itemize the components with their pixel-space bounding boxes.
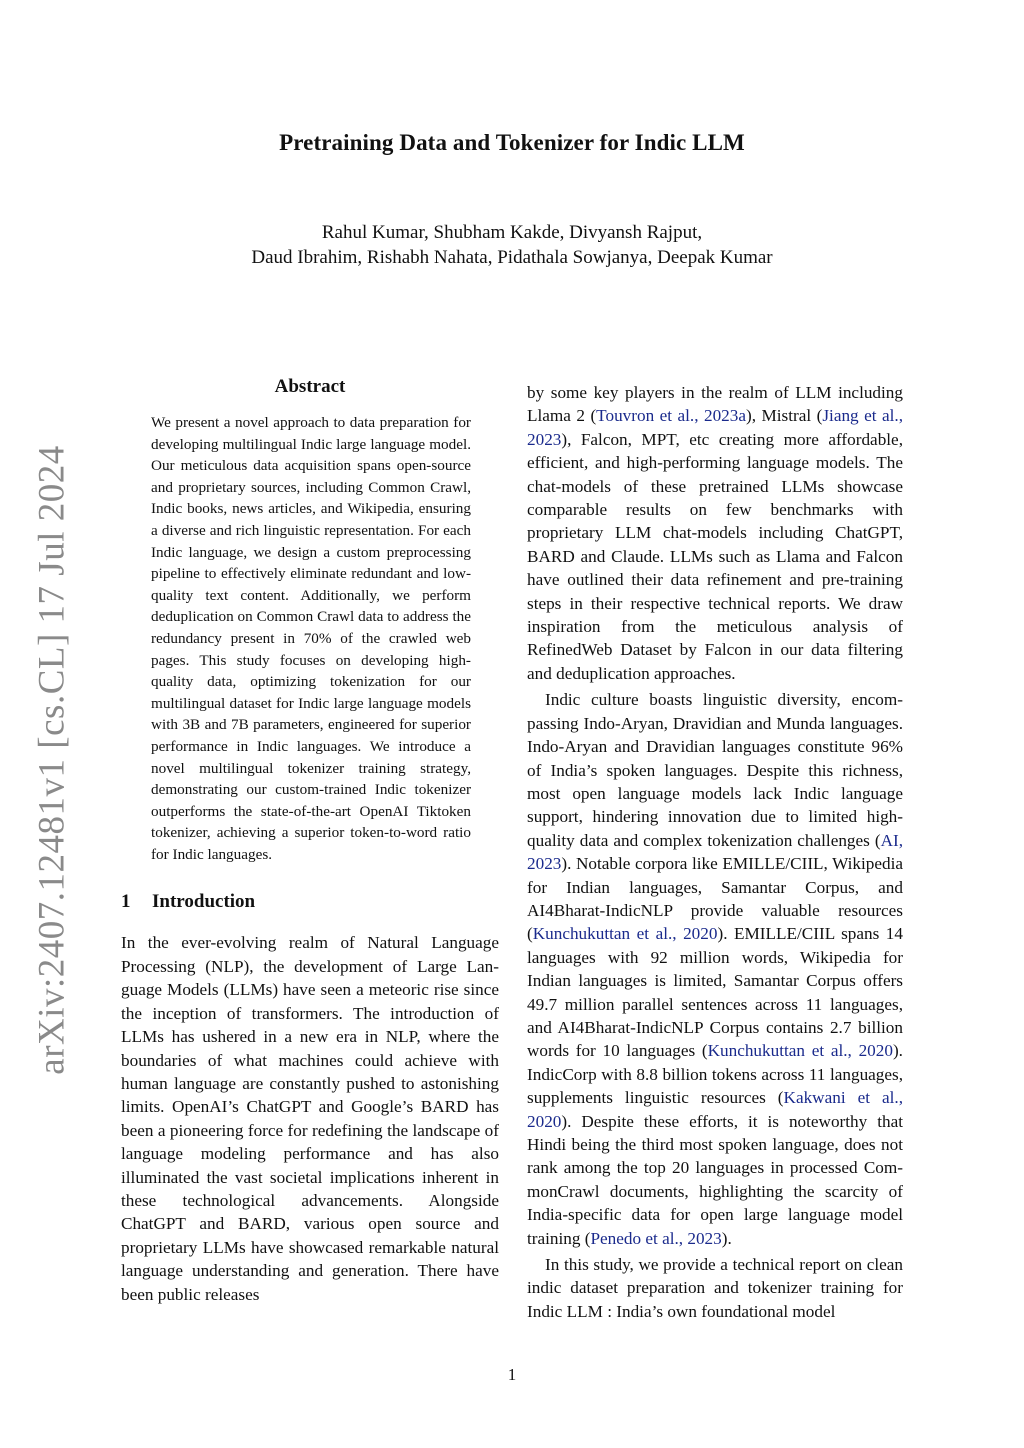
citation-link[interactable]: AI, 2023 bbox=[527, 830, 903, 874]
right-paragraph-3: In this study, we provide a technical report on clean indic dataset preparation and tokenizer training for Indic LLM : India’s own foundational model bbox=[527, 1255, 903, 1321]
text-run: ). IndicCorp with 8.8 billion tokens across 11 languages, supplements linguistic resources ( bbox=[527, 1041, 903, 1108]
citation-link[interactable]: Kunchukuttan et al., 2020 bbox=[532, 924, 718, 944]
text-run: ). Notable corpora like EMILLE/CIIL, Wikipedia for Indian languages, Samantar Corpus, and AI4Bharat-IndicNLP provide valuable resources ( bbox=[527, 854, 903, 944]
citation-link[interactable]: Kakwani et al., 2020 bbox=[527, 1088, 903, 1131]
text-run: by some key players in the realm of LLM including Llama 2 ( bbox=[527, 383, 903, 426]
citation-link[interactable]: Kunchukuttan et al., 2020 bbox=[707, 1041, 893, 1061]
section-title: Introduction bbox=[152, 891, 256, 913]
left-column bbox=[121, 376, 499, 1306]
section-number: 1 bbox=[121, 891, 131, 913]
author-line-2: Daud Ibrahim, Rishabh Nahata, Pidathala Sowjanya, Deepak Kumar bbox=[251, 247, 773, 268]
arxiv-stamp-text: arXiv:2407.12481v1 [cs.CL] 17 Jul 2024 bbox=[31, 445, 73, 1075]
text-run: ), Mistral ( bbox=[746, 406, 823, 426]
section-heading-introduction bbox=[121, 891, 499, 913]
right-column bbox=[527, 381, 903, 1323]
abstract-text: We present a novel approach to data preparation for developing multilingual Indic large language model. Our meticulous data acquisition spans open-source and proprietary sources, including Common Crawl, Indic books, news articles, and Wikipedia, ensuring a diverse and rich linguistic representation. For each Indic language, we design a custom preprocessing pipeline to effectively eliminate redundant and low-quality text content. Additionally, we perform deduplication on Common Crawl data to address the redundancy present in 70% of the crawled web pages. This study focuses on developing high-quality data, optimizing tokenization for our multilingual dataset for Indic large language models with 3B and 7B parameters, engineered for superior performance in Indic languages. We introduce a novel multilingual tokenizer training strategy, demonstrating our custom-trained Indic tokenizer outperforms the state-of-the-art OpenAI Tiktoken tokenizer, achieving a superior token-to-word ratio for Indic languages. bbox=[151, 414, 471, 863]
text-run: ). EMILLE/CIIL spans 14 languages with 92 million words, Wikipedia for Indian languages is limited, Samantar Corpus offers 49.7 million parallel sentences across 11 languages, and AI4Bharat-IndicNLP Corpus contains 2.7 billion words for 10 languages ( bbox=[527, 924, 903, 1061]
text-run: ), Falcon, MPT, etc creating more affordable, efficient, and high-performing language models. The chat-models of these pretrained LLMs showcase comparable results on few benchmarks with proprietary LLM chat-models including ChatGPT, BARD and Claude. LLMs such as Llama and Falcon have outlined their data refinement and pre-training steps in their respective technical reports. We draw inspiration from the meticulous analysis of RefinedWeb Dataset by Falcon in our data filtering and deduplication approaches. bbox=[527, 429, 903, 683]
arxiv-stamp bbox=[22, 445, 82, 1075]
text-run: ). bbox=[721, 1228, 732, 1248]
right-paragraph-1 bbox=[527, 381, 903, 685]
paper-title: Pretraining Data and Tokenizer for Indic LLM bbox=[279, 130, 745, 155]
citation-link[interactable]: Penedo et al., 2023 bbox=[590, 1228, 722, 1248]
text-run: Indic culture boasts linguistic diversity, encompassing Indo-Aryan, Dravidian and Munda languages. Indo-Aryan and Dravidian languages constitute 96% of India’s spoken languages. Despite this richness, most open language models lack Indic language support, hindering innovation due to limited high-quality data and complex tokenization challenges ( bbox=[527, 690, 903, 850]
text-run: ). Despite these efforts, it is noteworthy that Hindi being the third most spoken language, does not rank among the top 20 languages in processed CommonCrawl documents, highlighting the scarcity of India-specific data for open large language model training ( bbox=[527, 1111, 903, 1248]
right-paragraph-2 bbox=[527, 688, 903, 1250]
page-number: 1 bbox=[507, 1365, 517, 1384]
author-list bbox=[0, 220, 1024, 270]
citation-link[interactable]: Jiang et al., 2023 bbox=[527, 406, 903, 449]
abstract-heading: Abstract bbox=[274, 376, 346, 397]
author-line-1: Rahul Kumar, Shubham Kakde, Divyansh Rajput, bbox=[321, 222, 703, 243]
citation-link[interactable]: Touvron et al., 2023a bbox=[596, 406, 746, 426]
intro-paragraph-1: In the ever-evolving realm of Natural Language Processing (NLP), the development of Large Language Models (LLMs) have seen a meteoric rise since the inception of transformers. The introduction of LLMs has ushered in a new era in NLP, where the boundaries of what machines could achieve with human language are constantly pushed to astonishing limits. OpenAI’s ChatGPT and Google’s BARD has been a pioneering force for redefining the landscape of language modeling performance and has also illuminated the vast societal implications inherent in these technological advancements. Alongside ChatGPT and BARD, various open source and proprietary LLMs have showcased remarkable natural language understanding and generation. There have been public releases bbox=[121, 933, 499, 1304]
